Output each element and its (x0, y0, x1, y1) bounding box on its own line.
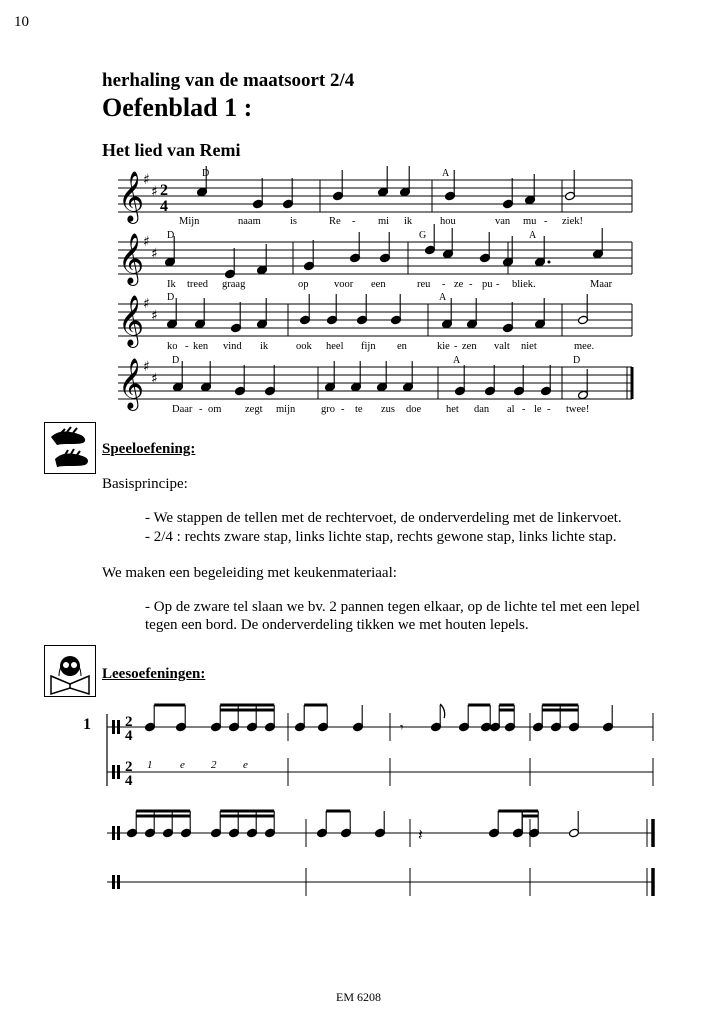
lyric-syllable: bliek. (512, 279, 536, 290)
lyric-syllable: op (298, 279, 309, 290)
lyric-syllable: zen (462, 341, 477, 352)
percussion-clef (112, 765, 115, 779)
chord-symbol: D (172, 355, 180, 366)
instruction-item: - 2/4 : rechts zware stap, links lichte stap, rechts gewone stap, links lichte stap. (145, 529, 617, 545)
rhythm-staff (107, 758, 653, 789)
rhythm-staff (107, 868, 653, 896)
sharp-sign: ♯ (151, 371, 158, 387)
sharp-sign: ♯ (143, 234, 150, 250)
lyric-syllable: - (522, 404, 526, 415)
chord-symbol: D (167, 230, 175, 241)
lyric-syllable: zus (381, 404, 395, 415)
count-label: 1 (147, 759, 153, 771)
rhythm-staves (107, 704, 653, 896)
instruction-item: - Op de zware tel slaan we bv. 2 pannen tegen elkaar, op de lichte tel met een lepel tegen een bord. De onderverdeling tikken we met houten lepels. (145, 599, 640, 633)
lyric-syllable: dan (474, 404, 490, 415)
lyric-syllable: mi (378, 216, 390, 227)
lyric-syllable: mijn (276, 404, 296, 415)
eighth-rest: 𝄾 (400, 720, 404, 736)
page-subtitle: herhaling van de maatsoort 2/4 (102, 70, 355, 91)
time-signature-bottom: 4 (125, 773, 133, 789)
lyric-syllable: - (544, 216, 548, 227)
lyric-syllable: Ik (167, 279, 176, 290)
lyric-syllable: zegt (245, 404, 263, 415)
time-signature-top: 2 (125, 759, 133, 775)
lyric-syllable: Re (329, 216, 341, 227)
lyric-syllable: doe (406, 404, 422, 415)
time-signature-top: 2 (160, 182, 168, 199)
lyric-syllable: - (341, 404, 345, 415)
note-dot (548, 261, 551, 264)
lyric-syllable: hou (440, 216, 456, 227)
footer-code: EM 6208 (336, 990, 381, 1004)
note-flag (440, 704, 445, 718)
sharp-sign: ♯ (143, 359, 150, 375)
exercise-number: 1 (83, 716, 91, 733)
lyric-syllable: - (496, 279, 500, 290)
lyric-syllable: - (454, 341, 458, 352)
rhythm-staff (107, 811, 653, 847)
percussion-clef (112, 720, 115, 734)
lyric-syllable: twee! (566, 404, 590, 415)
lyric-syllable: le (534, 404, 542, 415)
lyric-syllable: al (507, 404, 515, 415)
time-signature-top: 2 (125, 714, 133, 730)
lyric-syllable: mee. (574, 341, 595, 352)
page-number: 10 (14, 14, 29, 30)
treble-clef: 𝄞 (118, 295, 145, 346)
lyric-syllable: Daar (172, 404, 193, 415)
lyric-syllable: - (469, 279, 473, 290)
lyric-syllable: treed (187, 279, 208, 290)
chord-symbol: A (442, 168, 450, 179)
sharp-sign: ♯ (143, 296, 150, 312)
lyric-syllable: te (355, 404, 363, 415)
lyric-syllable: naam (238, 216, 261, 227)
song-staff (118, 294, 632, 348)
count-label: e (180, 759, 185, 771)
lyric-syllable: vind (223, 341, 242, 352)
lyric-syllable: - (185, 341, 189, 352)
reading-face-icon (44, 645, 96, 697)
lyric-syllable: en (397, 341, 407, 352)
instruction-item: - We stappen de tellen met de rechtervoet, de onderverdeling met de linkervoet. (145, 510, 622, 526)
lyric-syllable: - (442, 279, 446, 290)
lyric-syllable: is (290, 216, 298, 227)
song-staff (118, 224, 632, 286)
lyric-syllable: ik (260, 341, 269, 352)
lyric-syllable: mu (523, 216, 537, 227)
lyric-syllable: graag (222, 279, 246, 290)
percussion-clef (112, 826, 115, 840)
lyric-syllable: gro (321, 404, 335, 415)
lyric-syllable: van (495, 216, 511, 227)
lyric-syllable: - (199, 404, 203, 415)
percussion-clef (112, 875, 115, 889)
count-label: 2 (211, 759, 217, 771)
lyric-syllable: ik (404, 216, 413, 227)
lyric-syllable: - (352, 216, 356, 227)
chord-symbol: A (453, 355, 461, 366)
lyric-syllable: niet (521, 341, 537, 352)
sharp-sign: ♯ (151, 246, 158, 262)
chord-symbol: A (439, 292, 447, 303)
percussion-clef (117, 875, 120, 889)
chord-symbol: D (167, 292, 175, 303)
lyric-syllable: Mijn (179, 216, 200, 227)
begeleiding-label: We maken een begeleiding met keukenmateriaal: (102, 565, 397, 581)
lyric-syllable: valt (494, 341, 510, 352)
percussion-clef (117, 765, 120, 779)
speeloefening-heading: Speeloefening: (102, 441, 196, 457)
lyric-syllable: ook (296, 341, 312, 352)
leesoefeningen-heading: Leesoefeningen: (102, 666, 206, 682)
chord-symbol: G (419, 230, 427, 241)
lyric-syllable: pu (482, 279, 493, 290)
lyric-syllable: om (208, 404, 222, 415)
lyric-syllable: het (446, 404, 459, 415)
percussion-clef (117, 720, 120, 734)
count-label: e (243, 759, 248, 771)
lyric-syllable: kie (437, 341, 450, 352)
chord-symbol: D (202, 168, 210, 179)
feet-stepping-icon (44, 422, 96, 474)
lyric-syllable: heel (326, 341, 344, 352)
lyric-syllable: voor (334, 279, 354, 290)
chord-symbol: D (573, 355, 581, 366)
basisprincipe-label: Basisprincipe: (102, 476, 188, 492)
song-staff (118, 358, 632, 411)
treble-clef: 𝄞 (118, 171, 145, 222)
lyric-syllable: ze (454, 279, 464, 290)
sharp-sign: ♯ (143, 172, 150, 188)
lyric-syllable: ko (167, 341, 178, 352)
song-title: Het lied van Remi (102, 140, 241, 160)
percussion-clef (117, 826, 120, 840)
lyric-syllable: - (547, 404, 551, 415)
lyric-syllable: reu (417, 279, 431, 290)
time-signature-bottom: 4 (125, 728, 133, 744)
rhythm-staff (107, 704, 653, 744)
time-signature-bottom: 4 (160, 198, 168, 215)
lyric-syllable: een (371, 279, 386, 290)
treble-clef: 𝄞 (118, 358, 145, 409)
treble-clef: 𝄞 (118, 233, 145, 284)
lyric-syllable: fijn (361, 341, 376, 352)
lyric-syllable: Maar (590, 279, 613, 290)
page-title: Oefenblad 1 : (102, 93, 253, 122)
lyric-syllable: ken (193, 341, 209, 352)
sharp-sign: ♯ (151, 184, 158, 200)
quarter-rest: 𝄽 (418, 825, 423, 844)
sharp-sign: ♯ (151, 308, 158, 324)
lyric-syllable: ziek! (562, 216, 583, 227)
chord-symbol: A (529, 230, 537, 241)
